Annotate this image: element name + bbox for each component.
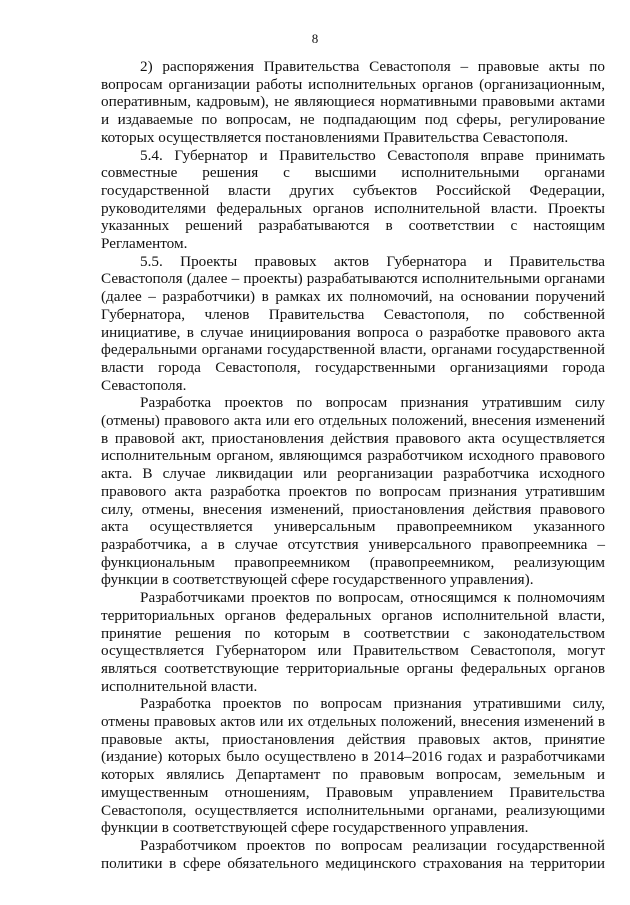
- paragraph-item-2-orders: 2) распоряжения Правительства Севастополя – правовые акты по вопросам организации работы исполнительных органов (организационным, оперативным, кадровым), не являющиеся нормативными правовыми актами и издаваемые по вопросам, не подпадающим под сферы, регулирование которых осуществляется постановлениями Правительства Севастополя.: [101, 58, 605, 146]
- page-number: 8: [311, 31, 319, 46]
- paragraph-territorial-bodies: Разработчиками проектов по вопросам, относящимся к полномочиям территориальных органов федеральных органов исполнительной власти, принятие решения по которым в соответствии с законодательством осуществляется Губернатором или Правительством Севастополя, могут являться соответствующие территориальные органы федеральных органов исполнительной власти.: [101, 589, 605, 695]
- paragraph-2014-2016-acts: Разработка проектов по вопросам признания утратившими силу, отмены правовых актов или их отдельных положений, внесения изменений в правовые акты, приостановления действия правовых актов, принятие (издание) которых было осуществлено в 2014–2016 годах и разработчиками которых являлись Департамент по правовым вопросам, земельным и имущественным отношениям, Правовым управлением Правительства Севастополя, осуществляется исполнительными органами, реализующими функции в соответствующей сфере государственного управления.: [101, 695, 605, 837]
- body-text: [101, 58, 605, 872]
- paragraph-5-4: 5.4. Губернатор и Правительство Севастополя вправе принимать совместные решения с высшими исполнительными органами государственной власти других субъектов Российской Федерации, руководителями федеральных органов исполнительной власти. Проекты указанных решений разрабатываются в соответствии с настоящим Регламентом.: [101, 146, 605, 253]
- paragraph-medical-insurance: Разработчиком проектов по вопросам реализации государственной политики в сфере обязательного медицинского страхования на территории: [101, 836, 605, 872]
- paragraph-5-5: 5.5. Проекты правовых актов Губернатора и Правительства Севастополя (далее – проекты) разрабатываются исполнительными органами (далее – разработчики) в рамках их полномочий, на основании поручений Губернатора, членов Правительства Севастополя, по собственной инициативе, в случае инициирования вопроса о разработке правового акта федеральными органами государственной власти, органами государственной власти города Севастополя, государственными организациями города Севастополя.: [101, 252, 605, 394]
- paragraph-repeal-development: Разработка проектов по вопросам признания утратившим силу (отмены) правового акта или его отдельных положений, внесения изменений в правовой акт, приостановления действия правового акта осуществляется исполнительным органом, являющимся разработчиком исходного правового акта. В случае ликвидации или реорганизации разработчика исходного правового акта разработка проектов по вопросам признания утратившим силу, отмены, внесения изменений, приостановления действия правового акта осуществляется универсальным правопреемником указанного разработчика, а в случае отсутствия универсального правопреемника – функциональным правопреемником (правопреемником, реализующим функции в соответствующей сфере государственного управления).: [101, 394, 605, 589]
